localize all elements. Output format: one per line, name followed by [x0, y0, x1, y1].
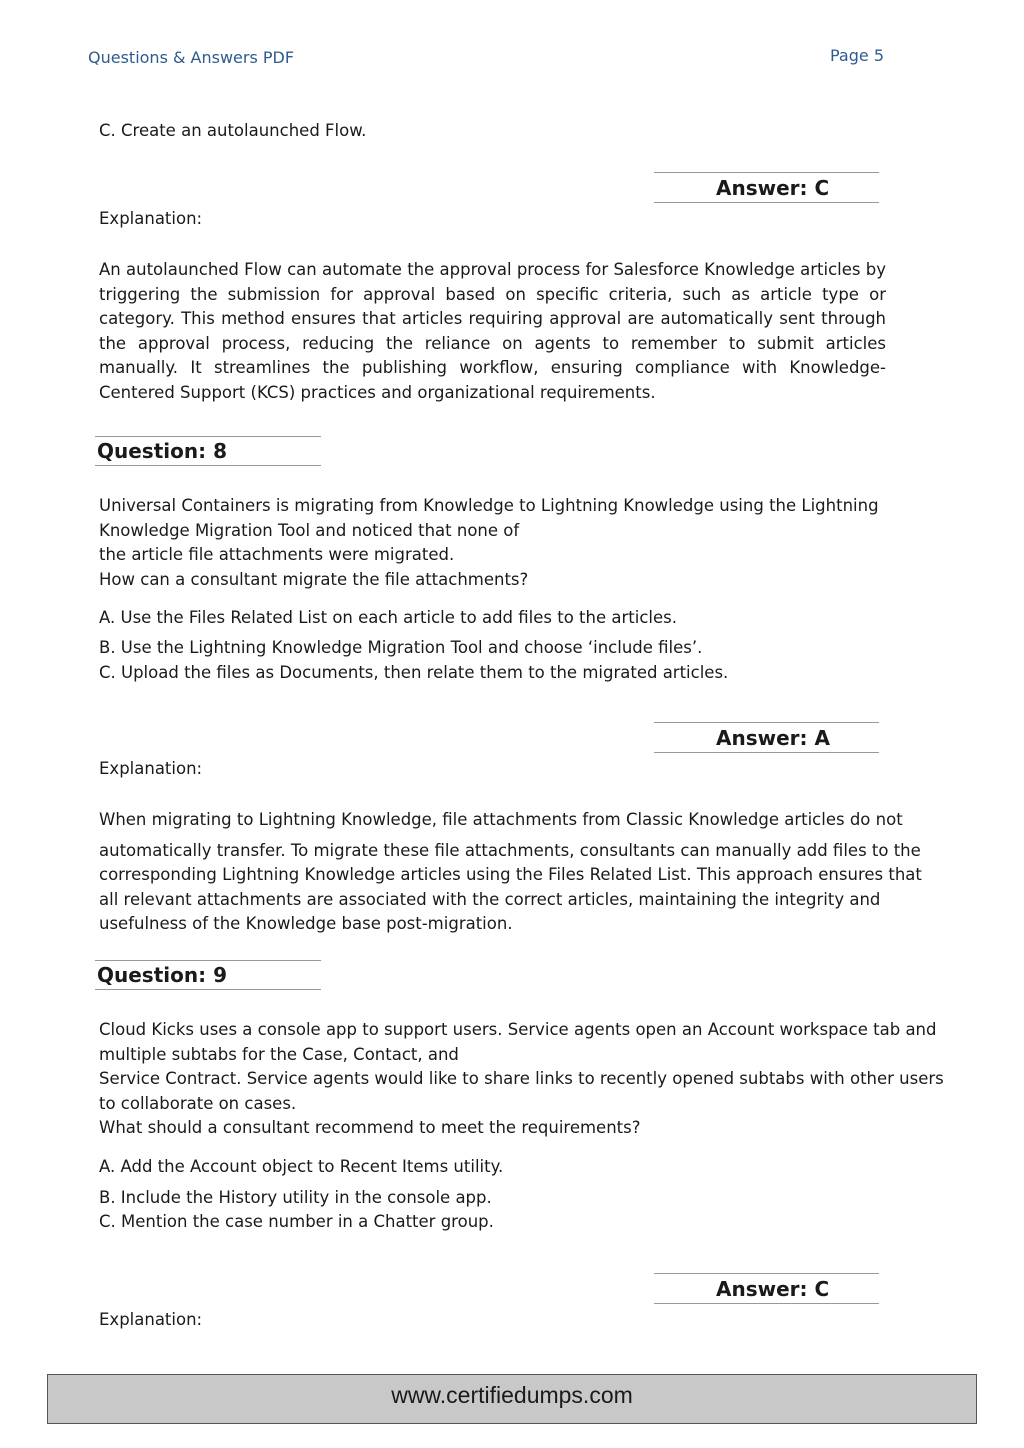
q8-explanation-label: Explanation:	[99, 759, 203, 778]
q8-explanation-line: automatically transfer. To migrate these file attachments, consultants can manually add files to the	[99, 840, 921, 860]
document-title: Questions & Answers PDF	[88, 48, 295, 67]
q8-stem-line: How can a consultant migrate the file attachments?	[99, 569, 529, 589]
q7-option-c: C. Create an autolaunched Flow.	[99, 121, 367, 140]
q8-stem-line: Universal Containers is migrating from Knowledge to Lightning Knowledge using the Lightning	[99, 496, 879, 515]
q9-answer-box	[654, 1273, 879, 1304]
q8-stem-line: Knowledge Migration Tool and noticed that none of	[99, 520, 520, 540]
footer-url[interactable]: www.certifiedumps.com	[391, 1382, 633, 1408]
q9-option-b: B. Include the History utility in the console app.	[99, 1188, 492, 1207]
q8-option-c: C. Upload the files as Documents, then relate them to the migrated articles.	[99, 663, 729, 682]
q8-answer: Answer: A	[716, 726, 830, 750]
q8-option-a: A. Use the Files Related List on each article to add files to the articles.	[99, 608, 677, 627]
q7-explanation-label: Explanation:	[99, 209, 203, 228]
q8-explanation-line: all relevant attachments are associated with the correct articles, maintaining the integrity and	[99, 889, 881, 909]
page-number: Page 5	[830, 46, 884, 65]
q8-explanation-line: When migrating to Lightning Knowledge, file attachments from Classic Knowledge articles do not	[99, 810, 903, 829]
q9-stem-line: to collaborate on cases.	[99, 1093, 297, 1113]
footer-banner	[47, 1374, 977, 1424]
q7-answer-box	[654, 172, 879, 203]
q9-heading-box	[95, 960, 321, 990]
q7-answer: Answer: C	[716, 176, 830, 200]
q9-option-c: C. Mention the case number in a Chatter group.	[99, 1212, 494, 1231]
q9-stem-line: multiple subtabs for the Case, Contact, and	[99, 1044, 459, 1064]
q9-stem	[99, 1018, 944, 1141]
q9-option-a: A. Add the Account object to Recent Items utility.	[99, 1157, 504, 1176]
q9-explanation-label: Explanation:	[99, 1310, 203, 1329]
q8-explanation-line: corresponding Lightning Knowledge articles using the Files Related List. This approach ensures that	[99, 865, 922, 884]
q7-explanation: An autolaunched Flow can automate the approval process for Salesforce Knowledge articles by triggering the submission for approval based on specific criteria, such as article type or category. This method ensures that articles requiring approval are automatically sent through the approval process, reducing the reliance on agents to remember to submit articles manually. It streamlines the publishing workflow, ensuring compliance with Knowledge-Centered Support (KCS) practices and organizational requirements.	[99, 260, 886, 402]
q9-stem-line: What should a consultant recommend to meet the requirements?	[99, 1118, 641, 1137]
q9-stem-line: Service Contract. Service agents would like to share links to recently opened subtabs with other users	[99, 1069, 944, 1088]
q8-answer-box	[654, 722, 879, 753]
q8-explanation	[99, 808, 922, 937]
q8-heading: Question: 8	[97, 439, 227, 463]
q8-stem	[99, 494, 879, 592]
q9-heading: Question: 9	[97, 963, 227, 987]
q8-explanation-line: usefulness of the Knowledge base post-migration.	[99, 914, 513, 933]
q8-stem-line: the article file attachments were migrated.	[99, 545, 455, 564]
q8-heading-box	[95, 436, 321, 466]
q8-option-b: B. Use the Lightning Knowledge Migration Tool and choose ‘include files’.	[99, 638, 703, 657]
q9-answer: Answer: C	[716, 1277, 830, 1301]
q9-stem-line: Cloud Kicks uses a console app to support users. Service agents open an Account workspace tab and	[99, 1020, 937, 1039]
